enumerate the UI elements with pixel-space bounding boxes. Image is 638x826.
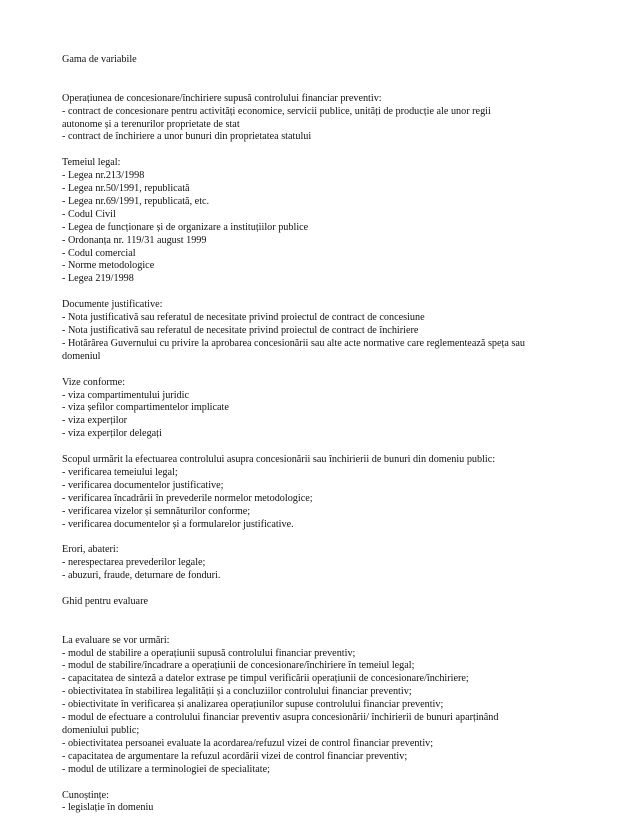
list-item: - viza șefilor compartimentelor implicate	[62, 402, 229, 414]
section-heading: Scopul urmărit la efectuarea controlului asupra concesionării sau închirierii de bunuri din domeniu public:	[62, 454, 496, 466]
list-item: - Ordonanța nr. 119/31 august 1999	[62, 234, 207, 246]
list-item: - contract de închiriere a unor bunuri din proprietatea statului	[62, 131, 312, 143]
list-item: - obiectivitate în verificarea și analizarea operațiunilor supuse controlului financiar preventiv;	[62, 699, 444, 711]
section-cunostinte	[62, 790, 582, 816]
list-item: - viza compartimentului juridic	[62, 389, 190, 401]
document-page	[62, 54, 582, 815]
section-heading: Operațiunea de concesionare/închiriere supusă controlului financiar preventiv:	[62, 92, 382, 104]
list-item: - obiectivitatea în stabilirea legalității și a concluziilor controlului financiar preventiv;	[62, 686, 412, 698]
list-item: - modul de stabilire a operațiunii supusă controlului financiar preventiv;	[62, 647, 356, 659]
section-heading: Ghid pentru evaluare	[62, 595, 148, 607]
section-operatiunea	[62, 93, 582, 145]
list-item: - verificarea încadrării în prevederile normelor metodologice;	[62, 492, 313, 504]
section-scopul	[62, 454, 582, 531]
section-heading: Vize conforme:	[62, 376, 126, 388]
list-item: - verificarea documentelor și a formularelor justificative.	[62, 518, 294, 530]
section-heading: Temeiul legal:	[62, 157, 121, 169]
list-item: - contract de concesionare pentru activități economice, servicii publice, unități de producție ale unor regii	[62, 105, 491, 117]
section-documente	[62, 299, 582, 364]
section-temeiul	[62, 157, 582, 286]
list-item: - Norme metodologice	[62, 260, 155, 272]
list-item: - abuzuri, fraude, deturnare de fonduri.	[62, 570, 221, 582]
list-item: - Legea 219/1998	[62, 273, 134, 285]
section-ghid	[62, 596, 582, 609]
document-title: Gama de variabile	[62, 54, 137, 65]
list-item: - capacitatea de argumentare la refuzul acordării vizei de control financiar preventiv;	[62, 750, 408, 762]
list-item: - nerespectarea prevederilor legale;	[62, 557, 206, 569]
list-item: - modul de utilizare a terminologiei de specialitate;	[62, 763, 270, 775]
section-heading: Cunoștințe:	[62, 789, 109, 801]
list-item: - viza experților delegați	[62, 428, 162, 440]
list-item: - verificarea documentelor justificative;	[62, 479, 224, 491]
list-item: - Codul comercial	[62, 247, 136, 259]
section-heading: Erori, abateri:	[62, 544, 119, 556]
list-item: - Hotărârea Guvernului cu privire la aprobarea concesionării sau alte acte normative care reglementează speța sau	[62, 337, 526, 349]
section-heading: La evaluare se vor urmări:	[62, 634, 170, 646]
list-item: - Legea nr.69/1991, republicată, etc.	[62, 195, 210, 207]
list-item: - verificarea vizelor și semnăturilor conforme;	[62, 505, 251, 517]
list-item: - viza experților	[62, 415, 128, 427]
list-item: - Legea nr.50/1991, republicată	[62, 183, 190, 195]
list-item: - modul de stabilire/încadrare a operațiunii de concesionare/închiriere în temeiul legal;	[62, 660, 415, 672]
list-item: - Legea de funcționare și de organizare a instituțiilor publice	[62, 221, 309, 233]
list-item: - obiectivitatea persoanei evaluate la acordarea/refuzul vizei de control financiar preventiv;	[62, 737, 434, 749]
list-item: domeniul	[62, 350, 101, 362]
section-evaluare	[62, 635, 582, 777]
section-erori	[62, 544, 582, 583]
list-item: domeniului public;	[62, 725, 140, 736]
section-vize	[62, 377, 582, 442]
list-item: - Legea nr.213/1998	[62, 170, 145, 182]
list-item: - legislație în domeniu	[62, 802, 154, 814]
section-heading: Documente justificative:	[62, 299, 163, 311]
list-item: autonome și a terenurilor proprietate de stat	[62, 118, 240, 130]
list-item: - capacitatea de sinteză a datelor extrase pe timpul verificării operațiunii de concesionare/închiriere;	[62, 673, 469, 685]
list-item: - verificarea temeiului legal;	[62, 466, 178, 478]
list-item: - modul de efectuare a controlului financiar preventiv asupra concesionării/ închirierii de bunuri aparținând	[62, 712, 499, 724]
list-item: - Nota justificativă sau referatul de necesitate privind proiectul de contract de închiriere	[62, 324, 419, 336]
list-item: - Codul Civil	[62, 208, 116, 220]
list-item: - Nota justificativă sau referatul de necesitate privind proiectul de contract de concesiune	[62, 312, 425, 324]
